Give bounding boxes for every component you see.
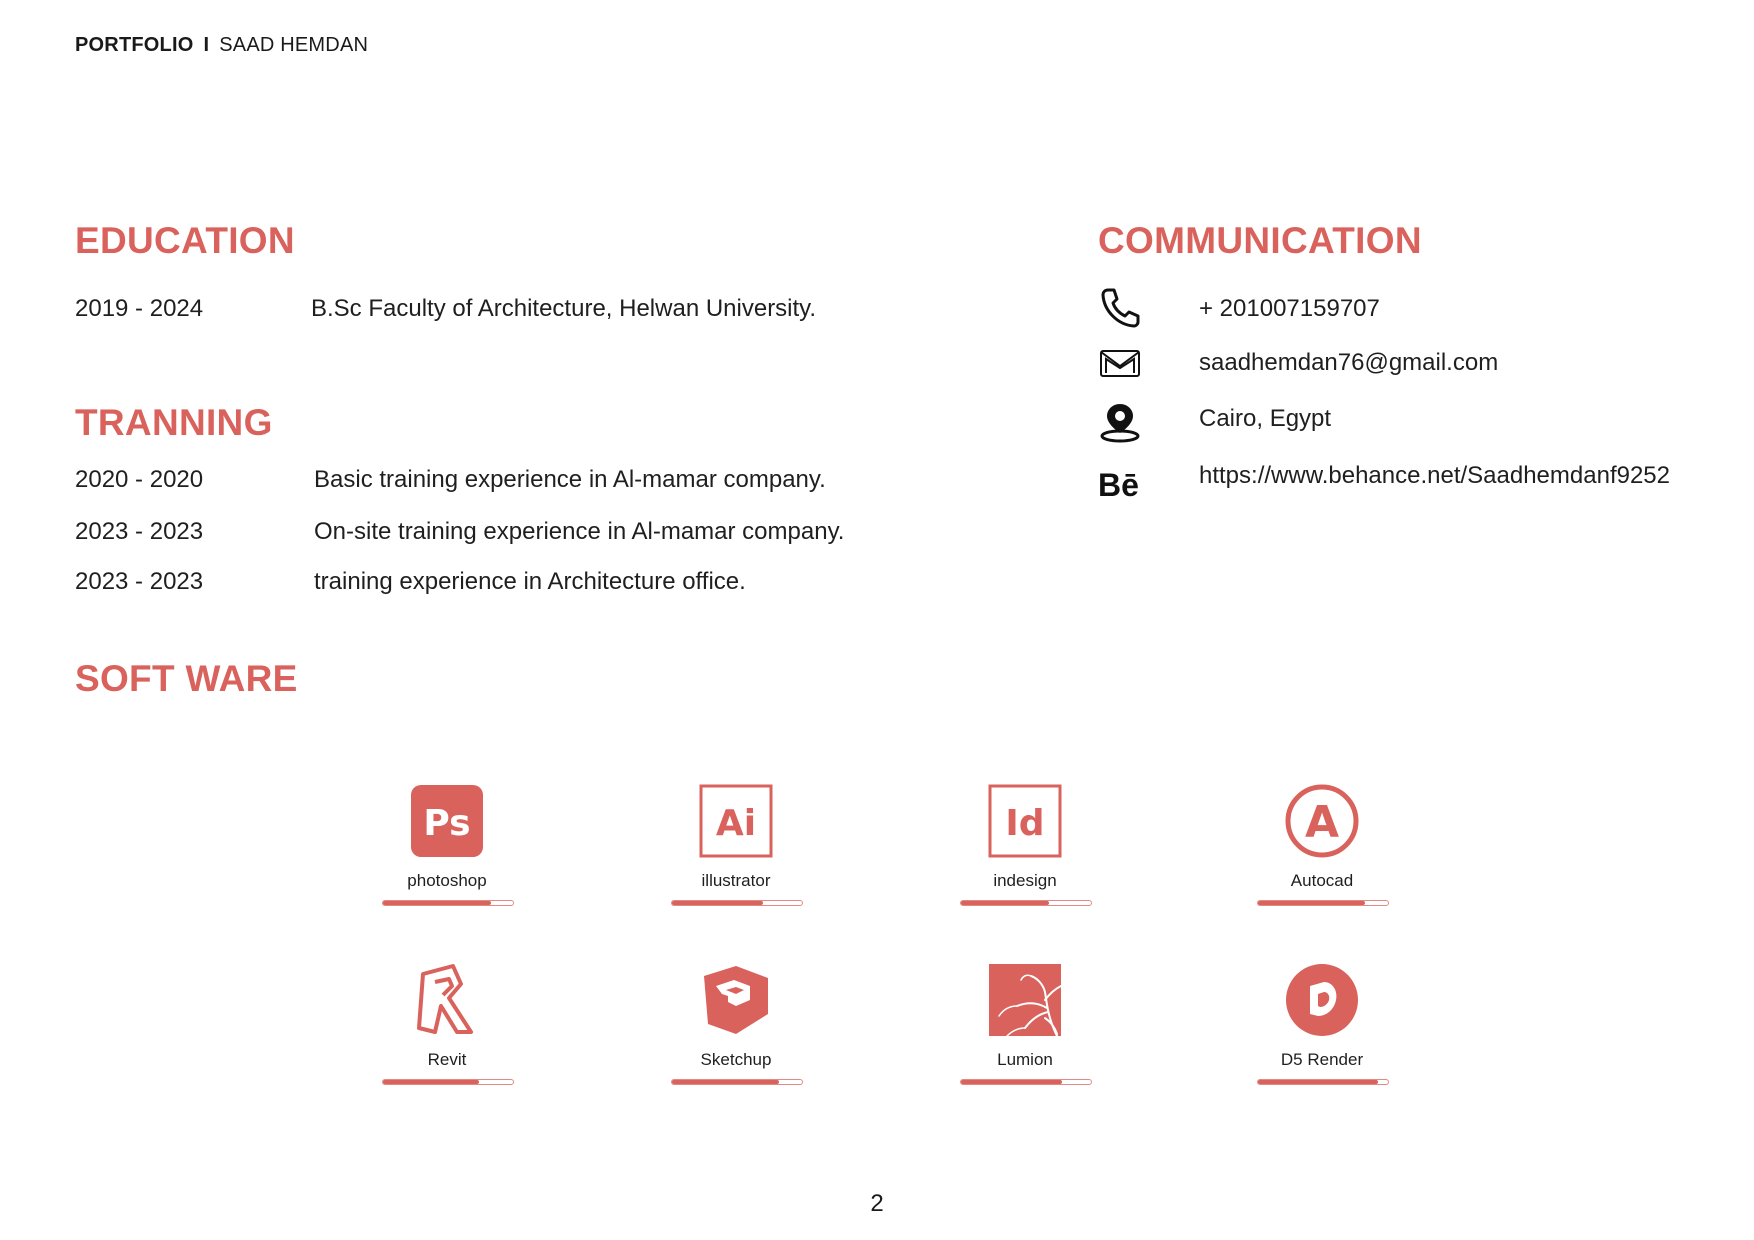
autocad-logo-text: A: [1304, 797, 1340, 848]
skill-bar: [1257, 1079, 1389, 1085]
software-item: [955, 962, 1095, 1112]
skill-bar-fill: [961, 901, 1049, 905]
skill-bar-fill: [1258, 1080, 1378, 1084]
education-years: 2019 - 2024: [75, 295, 204, 322]
contact-phone[interactable]: + 201007159707: [1199, 295, 1380, 322]
contact-behance[interactable]: https://www.behance.net/Saadhemdanf9252: [1199, 462, 1670, 489]
header-name: SAAD HEMDAN: [219, 34, 369, 56]
communication-heading: COMMUNICATION: [1098, 220, 1422, 261]
training-text: Basic training experience in Al-mamar company.: [314, 466, 826, 493]
software-item: [377, 783, 517, 933]
training-heading: TRANNING: [75, 402, 273, 443]
software-label: D5 Render: [1280, 1050, 1364, 1069]
software-item: [377, 962, 517, 1112]
skill-bar: [1257, 900, 1389, 906]
software-heading: SOFT WARE: [75, 658, 298, 699]
d5-render-icon: [1284, 962, 1360, 1038]
lumion-icon: [987, 962, 1063, 1038]
software-label: Revit: [427, 1050, 467, 1069]
software-label: illustrator: [701, 871, 771, 890]
skill-bar-fill: [672, 1080, 779, 1084]
header-separator: I: [203, 34, 210, 56]
page-number: 2: [870, 1190, 884, 1217]
skill-bar: [960, 1079, 1092, 1085]
photoshop-icon: [409, 783, 485, 859]
page-header: [75, 34, 368, 57]
education-text: B.Sc Faculty of Architecture, Helwan University.: [311, 295, 817, 322]
skill-bar-fill: [1258, 901, 1365, 905]
skill-bar: [382, 900, 514, 906]
contact-location: Cairo, Egypt: [1199, 405, 1332, 432]
software-item: [1252, 962, 1392, 1112]
skill-bar-fill: [672, 901, 763, 905]
software-item: [666, 962, 806, 1112]
skill-bar-fill: [383, 1080, 479, 1084]
sketchup-icon: [698, 962, 774, 1038]
software-item: [1252, 783, 1392, 933]
training-years: 2023 - 2023: [75, 568, 204, 595]
training-years: 2020 - 2020: [75, 466, 204, 493]
skill-bar: [960, 900, 1092, 906]
software-label: Sketchup: [700, 1050, 772, 1069]
revit-icon: [409, 962, 485, 1038]
software-label: Autocad: [1290, 871, 1354, 890]
illustrator-logo-text: Ai: [715, 803, 757, 844]
skill-bar: [671, 900, 803, 906]
skill-bar-fill: [961, 1080, 1062, 1084]
behance-icon: [1098, 462, 1142, 502]
header-brand: PORTFOLIO: [75, 34, 194, 56]
training-text: On-site training experience in Al-mamar company.: [314, 518, 845, 545]
mail-icon: [1098, 346, 1142, 380]
software-label: photoshop: [407, 871, 487, 890]
illustrator-icon: [698, 783, 774, 859]
software-label: indesign: [993, 871, 1057, 890]
skill-bar: [382, 1079, 514, 1085]
indesign-logo-text: Id: [1005, 803, 1045, 844]
indesign-icon: [987, 783, 1063, 859]
location-pin-icon: [1098, 400, 1142, 444]
svg-text:Bē: Bē: [1098, 467, 1139, 502]
skill-bar-fill: [383, 901, 491, 905]
software-label: Lumion: [997, 1050, 1053, 1069]
photoshop-logo-text: Ps: [423, 803, 471, 844]
training-years: 2023 - 2023: [75, 518, 204, 545]
contact-email[interactable]: saadhemdan76@gmail.com: [1199, 349, 1499, 376]
software-item: [666, 783, 806, 933]
training-text: training experience in Architecture office.: [314, 568, 746, 595]
autocad-icon: [1284, 783, 1360, 859]
software-item: [955, 783, 1095, 933]
skill-bar: [671, 1079, 803, 1085]
phone-icon: [1098, 286, 1142, 330]
education-heading: EDUCATION: [75, 220, 295, 261]
